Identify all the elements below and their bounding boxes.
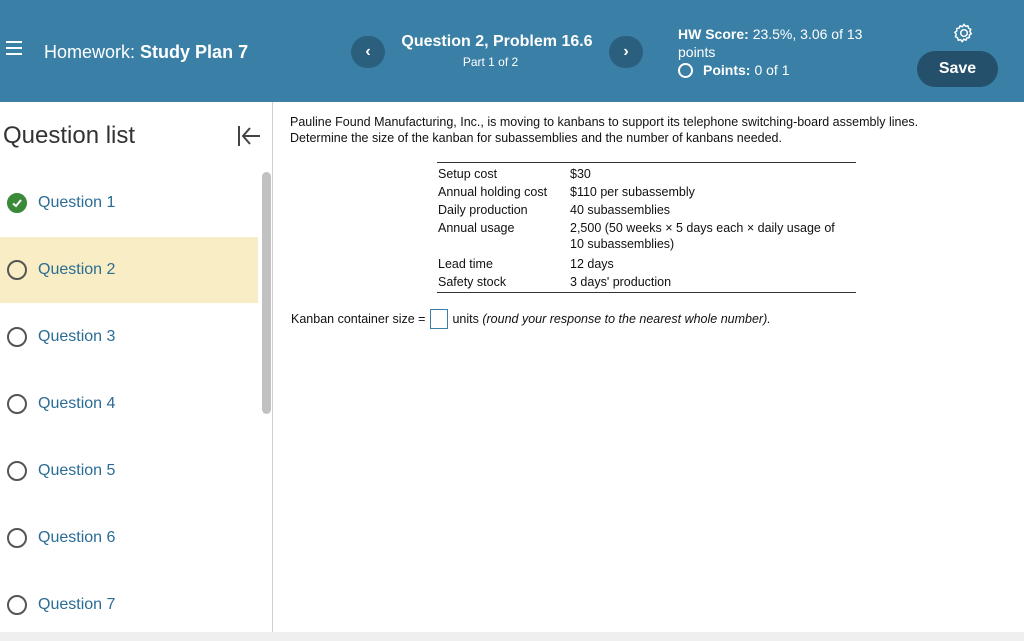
row-value-line: 2,500 (50 weeks × 5 days each × daily usage of (570, 221, 835, 235)
table-row (437, 253, 856, 273)
kanban-size-input[interactable] (430, 309, 448, 329)
question-list-title: Question list (3, 122, 136, 149)
homework-prefix: Homework: (44, 42, 136, 62)
homework-name: Study Plan 7 (140, 42, 249, 62)
answer-suffix: units (452, 312, 479, 326)
homework-title (44, 42, 248, 63)
hw-score-value: 23.5%, 3.06 of 13 (752, 26, 863, 42)
row-value: 40 subassemblies (570, 203, 671, 217)
question-label: Question 5 (38, 462, 116, 479)
table-row (437, 273, 856, 293)
check-icon (7, 193, 27, 213)
top-bar (0, 0, 1024, 102)
table-row (437, 163, 856, 184)
points-circle-icon (678, 63, 693, 78)
question-list-item-4[interactable] (0, 371, 258, 437)
empty-circle-icon (7, 260, 27, 280)
settings-gear-icon[interactable] (953, 22, 975, 44)
hw-score-unit: points (678, 44, 716, 60)
empty-circle-icon (7, 461, 27, 481)
points-value: 0 of 1 (754, 62, 790, 78)
row-label: Annual usage (438, 221, 515, 235)
answer-hint: (round your response to the nearest whole number). (482, 312, 771, 326)
row-value: 12 days (570, 257, 614, 271)
problem-data-table (437, 162, 856, 293)
collapse-panel-icon[interactable] (236, 124, 262, 148)
points-indicator (678, 62, 789, 78)
question-list-panel (0, 102, 273, 632)
question-label: Question 7 (38, 596, 116, 613)
question-label: Question 3 (38, 328, 116, 345)
question-list-scrollbar[interactable] (262, 172, 271, 414)
save-button[interactable]: Save (917, 51, 998, 87)
empty-circle-icon (7, 394, 27, 414)
problem-panel (290, 114, 1010, 326)
next-question-button[interactable]: › (609, 36, 643, 68)
question-label: Question 4 (38, 395, 116, 412)
hw-score (678, 25, 898, 61)
previous-question-button[interactable]: ‹ (351, 36, 385, 68)
row-label: Annual holding cost (438, 185, 548, 199)
row-label: Setup cost (438, 167, 498, 181)
problem-statement (290, 114, 1010, 146)
row-value-line: 10 subassemblies) (570, 237, 675, 251)
row-label: Lead time (438, 257, 493, 271)
row-label: Safety stock (438, 275, 507, 289)
row-value: $30 (570, 167, 591, 181)
empty-circle-icon (7, 528, 27, 548)
hw-score-label: HW Score: (678, 26, 749, 42)
row-value: 3 days' production (570, 275, 672, 289)
question-list-item-6[interactable] (0, 505, 258, 571)
answer-prefix: Kanban container size = (291, 312, 426, 326)
question-list-item-3[interactable] (0, 304, 258, 370)
question-label: Question 1 (38, 194, 116, 211)
row-value: $110 per subassembly (570, 185, 695, 199)
question-list-item-7[interactable] (0, 572, 258, 638)
hamburger-menu-icon[interactable] (6, 41, 22, 55)
problem-text-line: Pauline Found Manufacturing, Inc., is moving to kanbans to support its telephone switching-board assembly lines. (290, 115, 919, 129)
bottom-bar (0, 632, 1024, 641)
question-title: Question 2, Problem 16.6 (401, 33, 593, 50)
question-label: Question 2 (38, 261, 116, 278)
row-label: Daily production (438, 203, 528, 217)
empty-circle-icon (7, 327, 27, 347)
question-list-item-5[interactable] (0, 438, 258, 504)
question-list-item-1[interactable] (0, 170, 258, 236)
table-row (437, 219, 856, 253)
question-label: Question 6 (38, 529, 116, 546)
table-row (437, 183, 856, 201)
empty-circle-icon (7, 595, 27, 615)
points-label: Points: (703, 62, 751, 78)
answer-row (291, 309, 771, 329)
question-part: Part 1 of 2 (462, 55, 519, 69)
question-list-item-2[interactable] (0, 237, 258, 303)
row-value (570, 219, 856, 253)
problem-text-line: Determine the size of the kanban for subassemblies and the number of kanbans needed. (290, 131, 782, 145)
table-row (437, 201, 856, 219)
